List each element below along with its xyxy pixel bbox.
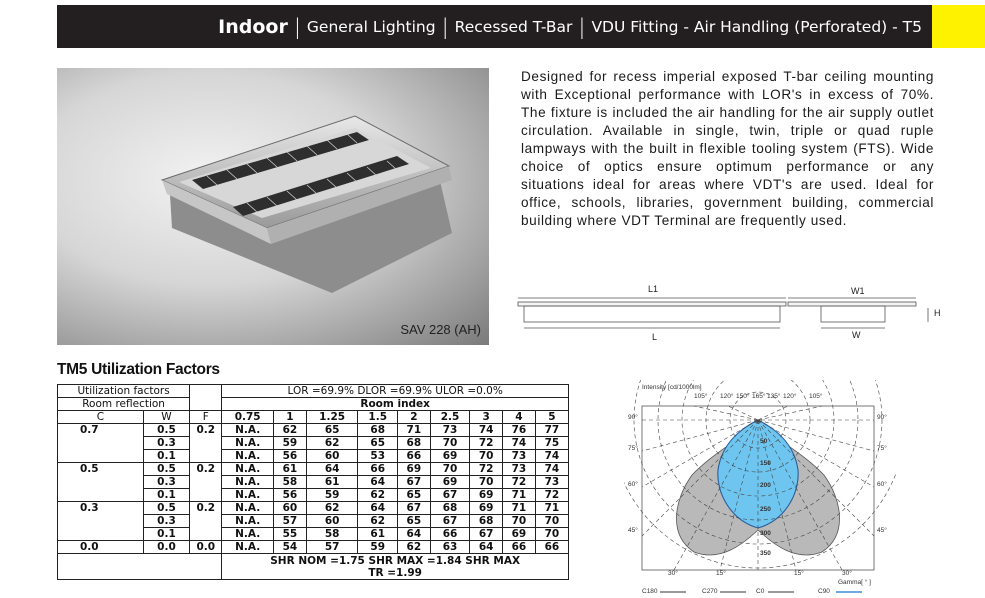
utilization-value-cell: 61 xyxy=(274,463,307,476)
top-angle-label: 135° xyxy=(767,393,781,400)
utilization-value-cell: 68 xyxy=(470,515,503,528)
left-angle-label: 60° xyxy=(628,481,638,488)
utilization-value-cell: 63 xyxy=(430,541,469,554)
shr-line-2: TR =1.99 xyxy=(368,566,422,579)
utilization-value-cell: 58 xyxy=(306,528,358,541)
utilization-value-cell: 62 xyxy=(397,541,430,554)
utilization-value-cell: 73 xyxy=(503,463,536,476)
product-photo xyxy=(57,68,489,345)
top-angle-label: 105° xyxy=(694,393,708,400)
table-row xyxy=(58,528,569,541)
dimension-h-label: H xyxy=(934,308,941,318)
utilization-value-cell: 67 xyxy=(397,502,430,515)
floor-reflection-cell xyxy=(190,437,222,450)
luminaire-illustration xyxy=(57,68,489,345)
utilization-value-cell: 64 xyxy=(470,541,503,554)
floor-reflection-cell xyxy=(190,450,222,463)
room-index-header: 2 xyxy=(397,411,430,424)
utilization-value-cell: 74 xyxy=(535,450,568,463)
utilization-value-cell: N.A. xyxy=(222,489,274,502)
utilization-value-cell: 64 xyxy=(358,502,397,515)
utilization-value-cell: 54 xyxy=(274,541,307,554)
utilization-value-cell: 64 xyxy=(397,528,430,541)
ring-label: 350 xyxy=(760,550,771,557)
floor-reflection-cell xyxy=(190,515,222,528)
ring-label: 150 xyxy=(760,460,771,467)
table-row xyxy=(58,515,569,528)
ring-label: 50 xyxy=(760,438,768,445)
utilization-value-cell: 69 xyxy=(430,450,469,463)
wall-reflection-cell: 0.3 xyxy=(143,515,189,528)
top-angle-label: 120° xyxy=(720,393,734,400)
utilization-value-cell: 62 xyxy=(358,515,397,528)
utilization-value-cell: 60 xyxy=(274,502,307,515)
utilization-value-cell: 71 xyxy=(503,489,536,502)
dimension-w1-label: W1 xyxy=(851,286,865,296)
table-row xyxy=(58,541,569,554)
ceiling-reflection-cell xyxy=(58,476,144,489)
gamma-axis-label: Gamma[ ° ] xyxy=(838,579,871,586)
right-angle-label: 45° xyxy=(877,527,887,534)
utilization-value-cell: 73 xyxy=(535,476,568,489)
table-row xyxy=(58,463,569,476)
room-index-header: 1.25 xyxy=(306,411,358,424)
utilization-value-cell: N.A. xyxy=(222,424,274,437)
utilization-value-cell: 59 xyxy=(274,437,307,450)
utilization-value-cell: 72 xyxy=(470,437,503,450)
utilization-value-cell: 72 xyxy=(470,463,503,476)
floor-reflection-cell: 0.2 xyxy=(190,463,222,476)
dimension-drawing xyxy=(516,284,946,346)
floor-reflection-cell xyxy=(190,489,222,502)
dimension-w-label: W xyxy=(852,330,861,340)
utilization-value-cell: 70 xyxy=(470,476,503,489)
utilization-value-cell: 66 xyxy=(358,463,397,476)
ceiling-reflection-cell xyxy=(58,450,144,463)
utilization-value-cell: 67 xyxy=(470,528,503,541)
breadcrumb-separator: | xyxy=(441,14,449,39)
room-index-header: 5 xyxy=(535,411,568,424)
utilization-value-cell: 76 xyxy=(503,424,536,437)
utilization-value-cell: N.A. xyxy=(222,541,274,554)
floor-reflection-cell: 0.2 xyxy=(190,424,222,437)
utilization-value-cell: 69 xyxy=(503,528,536,541)
utilization-value-cell: 69 xyxy=(470,489,503,502)
utilization-value-cell: 74 xyxy=(470,424,503,437)
utilization-value-cell: 56 xyxy=(274,450,307,463)
utilization-value-cell: 73 xyxy=(503,450,536,463)
utilization-title: TM5 Utilization Factors xyxy=(57,361,220,378)
utilization-value-cell: 55 xyxy=(274,528,307,541)
header-accent-block xyxy=(932,5,985,48)
utilization-value-cell: 72 xyxy=(503,476,536,489)
left-angle-label: 45° xyxy=(628,527,638,534)
polar-intensity-chart xyxy=(624,380,896,598)
utilization-value-cell: 62 xyxy=(274,424,307,437)
left-angle-label: 75° xyxy=(628,445,638,452)
utilization-value-cell: 70 xyxy=(503,515,536,528)
utilization-table xyxy=(57,384,569,580)
table-row xyxy=(58,476,569,489)
utilization-value-cell: 70 xyxy=(535,528,568,541)
top-angle-label: 150° xyxy=(736,393,750,400)
breadcrumb-general-lighting: General Lighting xyxy=(306,17,436,36)
table-row xyxy=(58,489,569,502)
dimension-l-label: L xyxy=(652,332,658,342)
room-index-label: Room index xyxy=(222,398,569,411)
breadcrumb-separator: | xyxy=(293,14,301,39)
wall-reflection-cell: 0.5 xyxy=(143,424,189,437)
utilization-value-cell: 75 xyxy=(535,437,568,450)
utilization-value-cell: 74 xyxy=(535,463,568,476)
utilization-value-cell: 66 xyxy=(430,528,469,541)
utilization-value-cell: 77 xyxy=(535,424,568,437)
utilization-value-cell: 70 xyxy=(430,437,469,450)
table-row xyxy=(58,502,569,515)
utilization-value-cell: 69 xyxy=(430,476,469,489)
breadcrumb-product-type: VDU Fitting - Air Handling (Perforated) - T5 xyxy=(591,17,922,36)
utilization-value-cell: 72 xyxy=(535,489,568,502)
utilization-value-cell: 58 xyxy=(274,476,307,489)
column-f-header: F xyxy=(190,411,222,424)
utilization-value-cell: 60 xyxy=(306,450,358,463)
utilization-value-cell: 66 xyxy=(535,541,568,554)
category-title: Indoor xyxy=(218,15,288,38)
ceiling-reflection-cell xyxy=(58,489,144,502)
wall-reflection-cell: 0.5 xyxy=(143,463,189,476)
ring-label: 300 xyxy=(760,530,771,537)
utilization-value-cell: N.A. xyxy=(222,463,274,476)
dimension-l1-label: L1 xyxy=(648,284,659,294)
bottom-angle-label: 15° xyxy=(716,570,726,577)
utilization-value-cell: 64 xyxy=(358,476,397,489)
column-c-header: C xyxy=(58,411,144,424)
floor-reflection-cell: 0.2 xyxy=(190,502,222,515)
utilization-value-cell: 65 xyxy=(397,489,430,502)
utilization-value-cell: 71 xyxy=(535,502,568,515)
ceiling-reflection-cell: 0.5 xyxy=(58,463,144,476)
utilization-value-cell: 61 xyxy=(306,476,358,489)
breadcrumb-separator: | xyxy=(578,14,586,39)
utilization-value-cell: 56 xyxy=(274,489,307,502)
utilization-value-cell: 60 xyxy=(306,515,358,528)
ceiling-reflection-cell xyxy=(58,528,144,541)
utilization-value-cell: 69 xyxy=(470,502,503,515)
shr-line-1: SHR NOM =1.75 SHR MAX =1.84 SHR MAX xyxy=(270,554,521,567)
wall-reflection-cell: 0.0 xyxy=(143,541,189,554)
utilization-value-cell: 68 xyxy=(430,502,469,515)
utilization-value-cell: 57 xyxy=(274,515,307,528)
floor-reflection-cell xyxy=(190,476,222,489)
ceiling-reflection-cell xyxy=(58,437,144,450)
wall-reflection-cell: 0.1 xyxy=(143,528,189,541)
breadcrumb-recessed-tbar: Recessed T-Bar xyxy=(454,17,573,36)
utilization-value-cell: N.A. xyxy=(222,476,274,489)
shr-summary xyxy=(222,554,569,580)
right-angle-label: 75° xyxy=(877,445,887,452)
left-angle-label: 90° xyxy=(628,414,638,421)
legend-c270: C270 xyxy=(702,588,718,595)
utilization-value-cell: 70 xyxy=(470,450,503,463)
utilization-value-cell: 67 xyxy=(430,515,469,528)
bottom-angle-label: 15° xyxy=(794,570,804,577)
legend-c0: C0 xyxy=(756,588,765,595)
ceiling-reflection-cell xyxy=(58,515,144,528)
product-model-caption: SAV 228 (AH) xyxy=(400,322,481,337)
right-angle-label: 60° xyxy=(877,481,887,488)
table-row xyxy=(58,437,569,450)
utilization-value-cell: 65 xyxy=(358,437,397,450)
utilization-value-cell: 65 xyxy=(306,424,358,437)
room-index-header: 4 xyxy=(503,411,536,424)
wall-reflection-cell: 0.5 xyxy=(143,502,189,515)
wall-reflection-cell: 0.3 xyxy=(143,437,189,450)
utilization-value-cell: 67 xyxy=(397,476,430,489)
utilization-value-cell: 65 xyxy=(397,515,430,528)
utilization-value-cell: 71 xyxy=(397,424,430,437)
utilization-value-cell: 62 xyxy=(306,437,358,450)
utilization-value-cell: 68 xyxy=(358,424,397,437)
utilization-value-cell: 67 xyxy=(430,489,469,502)
legend-c90: C90 xyxy=(818,588,830,595)
utilization-value-cell: 68 xyxy=(397,437,430,450)
utilization-value-cell: 73 xyxy=(430,424,469,437)
utilization-value-cell: 66 xyxy=(397,450,430,463)
utilization-value-cell: 59 xyxy=(358,541,397,554)
ceiling-reflection-cell: 0.3 xyxy=(58,502,144,515)
utilization-value-cell: 59 xyxy=(306,489,358,502)
utilization-value-cell: N.A. xyxy=(222,502,274,515)
utilization-value-cell: N.A. xyxy=(222,515,274,528)
table-row xyxy=(58,450,569,463)
utilization-value-cell: 71 xyxy=(503,502,536,515)
product-description: Designed for recess imperial exposed T-bar ceiling mounting with Exceptional performance with LOR's in excess of 70%. The fixture is included the air handling for the air supply outlet circulation. Available in single, twin, triple or quad ruple lampways with the built in flexible tooling system (FTS). Wide choice of optics ensure optimum performance or any situations ideal for areas where VDT's are used. Ideal for office, schools, libraries, government building, commercial building where VDT Terminal are frequently used. xyxy=(521,69,934,228)
top-angle-label: 105° xyxy=(809,393,823,400)
utilization-value-cell: 66 xyxy=(503,541,536,554)
utilization-value-cell: 70 xyxy=(535,515,568,528)
column-w-header: W xyxy=(143,411,189,424)
utilization-value-cell: 64 xyxy=(306,463,358,476)
utilization-value-cell: 74 xyxy=(503,437,536,450)
utilization-value-cell: N.A. xyxy=(222,528,274,541)
floor-reflection-cell: 0.0 xyxy=(190,541,222,554)
intensity-axis-label: Intensity [cd/1000lm] xyxy=(642,384,702,391)
bottom-angle-label: 30° xyxy=(842,570,852,577)
room-reflection-label: Room reflection xyxy=(58,398,190,411)
floor-reflection-cell xyxy=(190,528,222,541)
room-index-header: 1 xyxy=(274,411,307,424)
header-bar xyxy=(57,5,932,48)
top-angle-label: 165° xyxy=(752,393,766,400)
utilization-value-cell: 53 xyxy=(358,450,397,463)
utilization-value-cell: 57 xyxy=(306,541,358,554)
ceiling-reflection-cell: 0.0 xyxy=(58,541,144,554)
wall-reflection-cell: 0.1 xyxy=(143,450,189,463)
room-index-header: 3 xyxy=(470,411,503,424)
utilization-value-cell: 61 xyxy=(358,528,397,541)
wall-reflection-cell: 0.3 xyxy=(143,476,189,489)
utilization-value-cell: N.A. xyxy=(222,450,274,463)
room-index-header: 2.5 xyxy=(430,411,469,424)
ring-label: 200 xyxy=(760,482,771,489)
utilization-factors-label: Utilization factors xyxy=(58,385,190,398)
utilization-value-cell: 62 xyxy=(358,489,397,502)
table-row xyxy=(58,424,569,437)
bottom-angle-label: 30° xyxy=(668,570,678,577)
utilization-value-cell: 70 xyxy=(430,463,469,476)
right-angle-label: 90° xyxy=(877,414,887,421)
room-index-header: 1.5 xyxy=(358,411,397,424)
room-index-header: 0.75 xyxy=(222,411,274,424)
utilization-value-cell: N.A. xyxy=(222,437,274,450)
ceiling-reflection-cell: 0.7 xyxy=(58,424,144,437)
legend-c180: C180 xyxy=(642,588,658,595)
wall-reflection-cell: 0.1 xyxy=(143,489,189,502)
top-angle-label: 120° xyxy=(783,393,797,400)
utilization-value-cell: 69 xyxy=(397,463,430,476)
lor-summary: LOR =69.9% DLOR =69.9% ULOR =0.0% xyxy=(222,385,569,398)
utilization-value-cell: 62 xyxy=(306,502,358,515)
ring-label: 250 xyxy=(760,506,771,513)
